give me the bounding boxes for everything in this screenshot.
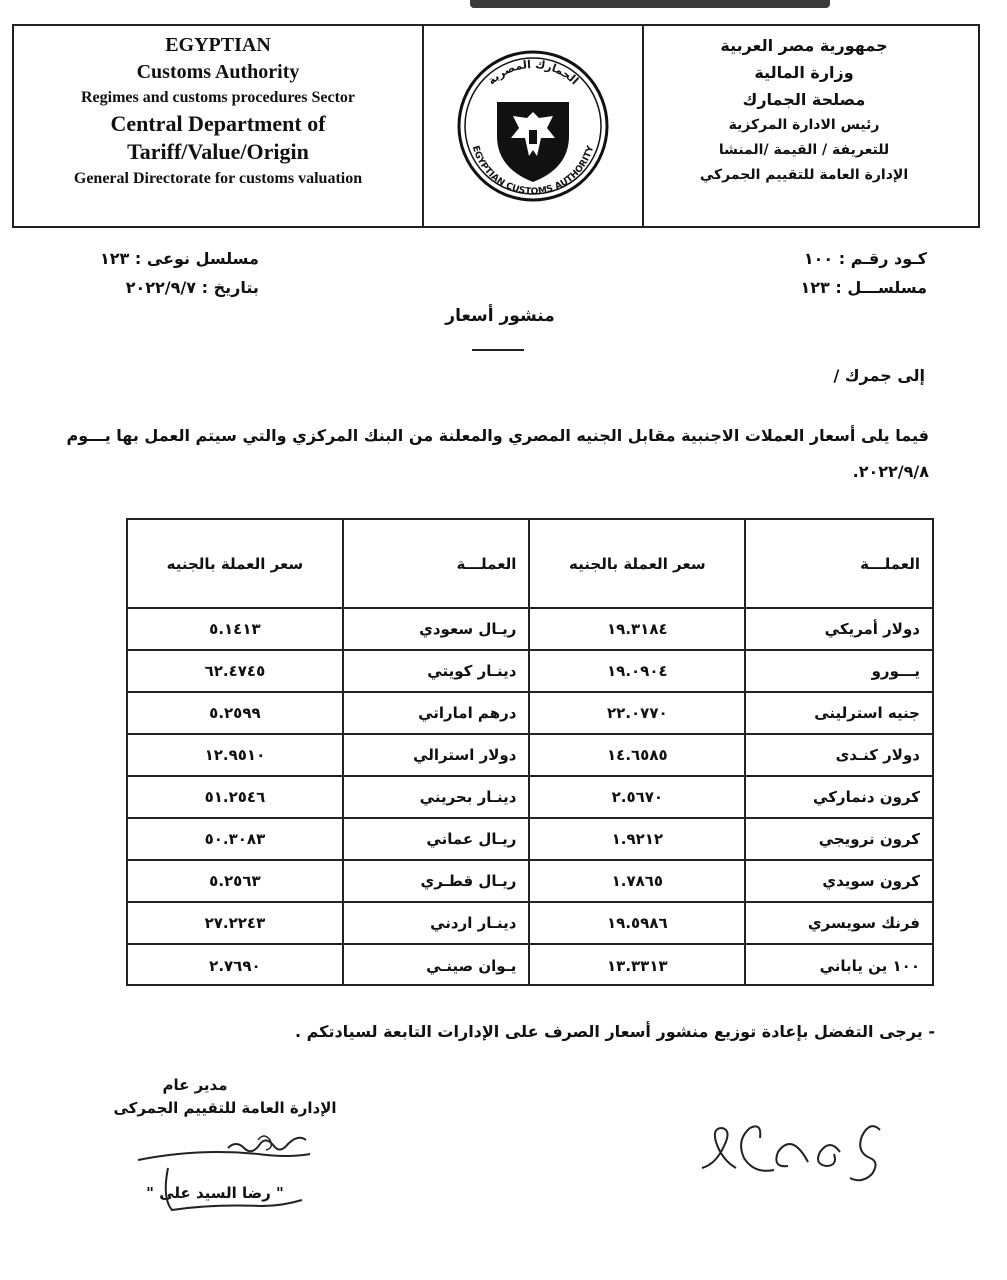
top-edge-bar [470, 0, 830, 8]
currency-rate: ١٩.٥٩٨٦ [529, 902, 745, 944]
table-header-row [128, 520, 932, 608]
table-row [128, 860, 932, 902]
currency-name: يـوان صينـي [343, 944, 530, 986]
currency-name: ريـال سعودي [343, 608, 530, 650]
currency-rate: ١٩.٠٩٠٤ [529, 650, 745, 692]
exchange-rates-table [126, 518, 934, 986]
table-row [128, 608, 932, 650]
letterhead-english [14, 26, 424, 226]
directorate-ar: الإدارة العامة للتقييم الجمركي [699, 167, 909, 183]
currency-name: ريـال قطـري [343, 860, 530, 902]
type-serial-value: ١٢٣ [100, 249, 130, 268]
table-row [128, 734, 932, 776]
recipient-line: إلى جمرك / [833, 366, 925, 385]
currency-name: جنيه استرلينى [745, 692, 932, 734]
currency-name: كرون نرويجي [745, 818, 932, 860]
code-value: ١٠٠ [803, 249, 834, 268]
currency-rate: ٥.١٤١٣ [209, 620, 261, 638]
letterhead-arabic [644, 26, 978, 226]
table-row [128, 692, 932, 734]
type-serial-label: مسلسل نوعى : [134, 249, 259, 268]
currency-name: دولار كنـدى [745, 734, 932, 776]
currency-name: كرون سويدي [745, 860, 932, 902]
currency-rate: ٢٢.٠٧٧٠ [529, 692, 745, 734]
header-currency-1: العملـــة [745, 520, 932, 608]
logo-bottom-text: EGYPTIAN CUSTOMS AUTHORITY [469, 144, 597, 198]
currency-rate: ٥.٢٥٦٣ [209, 872, 261, 890]
currency-rate: ١٣.٣٣١٣ [529, 944, 745, 986]
authority-ar: مصلحة الجمارك [742, 90, 866, 109]
table-row [128, 944, 932, 986]
distribution-note: - يرجى التفضل بإعادة توزيع منشور أسعار الصرف على الإدارات التابعة لسيادتكم . [294, 1022, 935, 1041]
currency-rate: ٥١.٢٥٤٦ [204, 788, 266, 806]
signatory-title: مدير عام [162, 1076, 228, 1094]
signatory-department: الإدارة العامة للتقييم الجمركى [113, 1099, 337, 1117]
logo-top-text: الجمارك المصرية [485, 57, 582, 88]
currency-name: ريـال عماني [343, 818, 530, 860]
tariff-en: Tariff/Value/Origin [127, 139, 309, 164]
header-currency-2: العملـــة [343, 520, 530, 608]
title-underline [472, 349, 524, 351]
sector-en: Regimes and customs procedures Sector [80, 89, 356, 106]
currency-rate: ١٤.٦٥٨٥ [529, 734, 745, 776]
table-row [128, 902, 932, 944]
currency-name: دينـار اردني [343, 902, 530, 944]
logo-cell [424, 26, 644, 226]
date-label: بتاريخ : [201, 278, 259, 297]
currency-rate: ١٩.٣١٨٤ [529, 608, 745, 650]
header-rate-1: سعر العملة بالجنيه [529, 520, 745, 608]
tariff-ar: للتعريفة / القيمة /المنشا [718, 142, 890, 158]
date-value: ٢٠٢٢/٩/٧ [125, 278, 197, 297]
currency-rate: ١.٧٨٦٥ [529, 860, 745, 902]
currency-rate: ٢.٥٦٧٠ [529, 776, 745, 818]
currency-rate: ٢٧.٢٢٤٣ [204, 914, 266, 932]
republic-ar: جمهورية مصر العربية [720, 36, 888, 55]
currency-rate: ٢.٧٦٩٠ [209, 956, 261, 975]
page-title: منشور أسعار [445, 306, 555, 326]
signatory-name: " رضا السيد على " [146, 1184, 284, 1202]
code-serial-block [800, 244, 927, 302]
currency-name: فرنك سويسري [745, 902, 932, 944]
currency-name: درهم اماراتي [343, 692, 530, 734]
customs-authority-logo [453, 46, 613, 206]
handwritten-signature-right [690, 1112, 900, 1192]
table-row [128, 776, 932, 818]
currency-name: كرون دنماركي [745, 776, 932, 818]
serial-value: ١٢٣ [800, 278, 830, 297]
currency-rate: ١٢.٩٥١٠ [204, 746, 266, 764]
currency-rate: ٥.٢٥٩٩ [209, 704, 261, 722]
ministry-ar: وزارة المالية [754, 63, 854, 82]
currency-name: دينـار بحريني [343, 776, 530, 818]
currency-rate: ٦٢.٤٧٤٥ [204, 662, 266, 680]
table-row [128, 650, 932, 692]
authority-en: Customs Authority [136, 61, 300, 83]
currency-rate: ١.٩٢١٢ [529, 818, 745, 860]
handwritten-signature-left [108, 1128, 328, 1218]
currency-name: يـــورو [745, 650, 932, 692]
header-rate-2: سعر العملة بالجنيه [166, 554, 304, 573]
type-date-block [100, 244, 259, 302]
currency-name: ١٠٠ ين ياباني [745, 944, 932, 986]
serial-label: مسلســـل : [835, 278, 927, 297]
department-en: Central Department of [110, 111, 326, 136]
directorate-en: General Directorate for customs valuation [73, 170, 363, 187]
org-name-en: EGYPTIAN [165, 34, 271, 56]
currency-rate: ٥٠.٣٠٨٣ [204, 830, 266, 848]
table-row [128, 818, 932, 860]
head-ar: رئيس الادارة المركزية [728, 117, 880, 133]
intro-paragraph: فيما يلى أسعار العملات الاجنبية مقابل الجنيه المصري والمعلنة من البنك المركزي والتي سيتم العمل بها يـــوم ٢٠٢٢/٩/٨. [66, 426, 929, 481]
currency-name: دينـار كويتي [343, 650, 530, 692]
letterhead [12, 24, 980, 228]
currency-name: دولار استرالي [343, 734, 530, 776]
code-label: كـود رقـم : [838, 249, 927, 268]
currency-name: دولار أمريكي [745, 608, 932, 650]
